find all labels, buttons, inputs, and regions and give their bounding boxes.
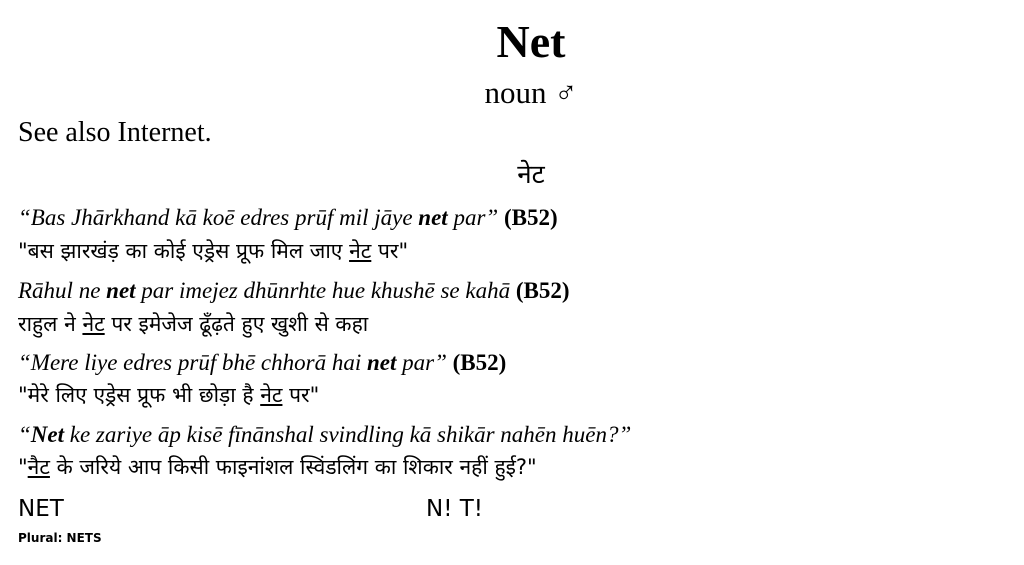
pos-label: noun xyxy=(484,75,547,110)
example-hindi xyxy=(18,236,408,266)
example-hindi-text: राहुल ने xyxy=(18,312,83,336)
example-text: “Bas Jhārkhand kā koē edres prūf mil jāye xyxy=(18,205,419,230)
example-text: ke zariye āp kisē fīnānshal svindling kā shikār nahēn huēn?” xyxy=(64,422,632,447)
example-source: (B52) xyxy=(446,350,507,375)
plural-form: Plural: NETS xyxy=(18,531,102,545)
pronunciation: N! T! xyxy=(426,496,484,522)
example-text: “Mere liye edres prūf bhē chhorā hai xyxy=(18,350,367,375)
part-of-speech xyxy=(0,74,1024,112)
example-keyword: net xyxy=(418,205,448,230)
example-hindi-keyword: नैट xyxy=(27,455,50,479)
example-hindi-keyword: नेट xyxy=(82,312,105,336)
headword: Net xyxy=(496,16,566,67)
example-source: (B52) xyxy=(498,205,558,230)
example-keyword: Net xyxy=(30,422,65,447)
uppercase-word: NET xyxy=(18,496,64,522)
example-hindi-keyword: नेट xyxy=(349,239,372,263)
hindi-headword: नेट xyxy=(517,160,545,190)
example-hindi-text: पर" xyxy=(371,239,409,263)
example-hindi-text: पर इमेजेज ढूँढ़ते हुए खुशी से कहा xyxy=(104,312,369,336)
example-hindi-text: पर" xyxy=(282,383,320,407)
example-hindi xyxy=(18,309,368,339)
example-text: par” xyxy=(396,350,447,375)
example-keyword: net xyxy=(366,350,397,375)
example-text: par” xyxy=(447,205,499,230)
male-gender-icon: ♂ xyxy=(554,75,578,110)
example-source: (B52) xyxy=(510,278,570,303)
example-keyword: net xyxy=(106,278,136,303)
example-text: Rāhul ne xyxy=(18,278,107,303)
example-hindi-keyword: नेट xyxy=(260,383,283,407)
example-transliteration xyxy=(18,277,570,305)
example-transliteration xyxy=(18,421,631,449)
example-hindi xyxy=(18,452,537,482)
example-hindi-text: " xyxy=(18,455,28,479)
example-hindi-text: "बस झारखंड़ का कोई एड्रेस प्रूफ मिल जाए xyxy=(18,239,350,263)
example-transliteration xyxy=(18,204,558,232)
example-text: “ xyxy=(18,422,31,447)
example-hindi xyxy=(18,380,319,410)
example-text: par imejez dhūnrhte hue khushē se kahā xyxy=(135,278,511,303)
example-hindi-text: के जरिये आप किसी फाइनांशल स्विंडलिंग का शिकार नहीं हुई?" xyxy=(49,455,537,479)
example-hindi-text: "मेरे लिए एड्रेस प्रूफ भी छोड़ा है xyxy=(18,383,261,407)
example-transliteration xyxy=(18,349,506,377)
see-also-note: See also Internet. xyxy=(18,117,212,148)
